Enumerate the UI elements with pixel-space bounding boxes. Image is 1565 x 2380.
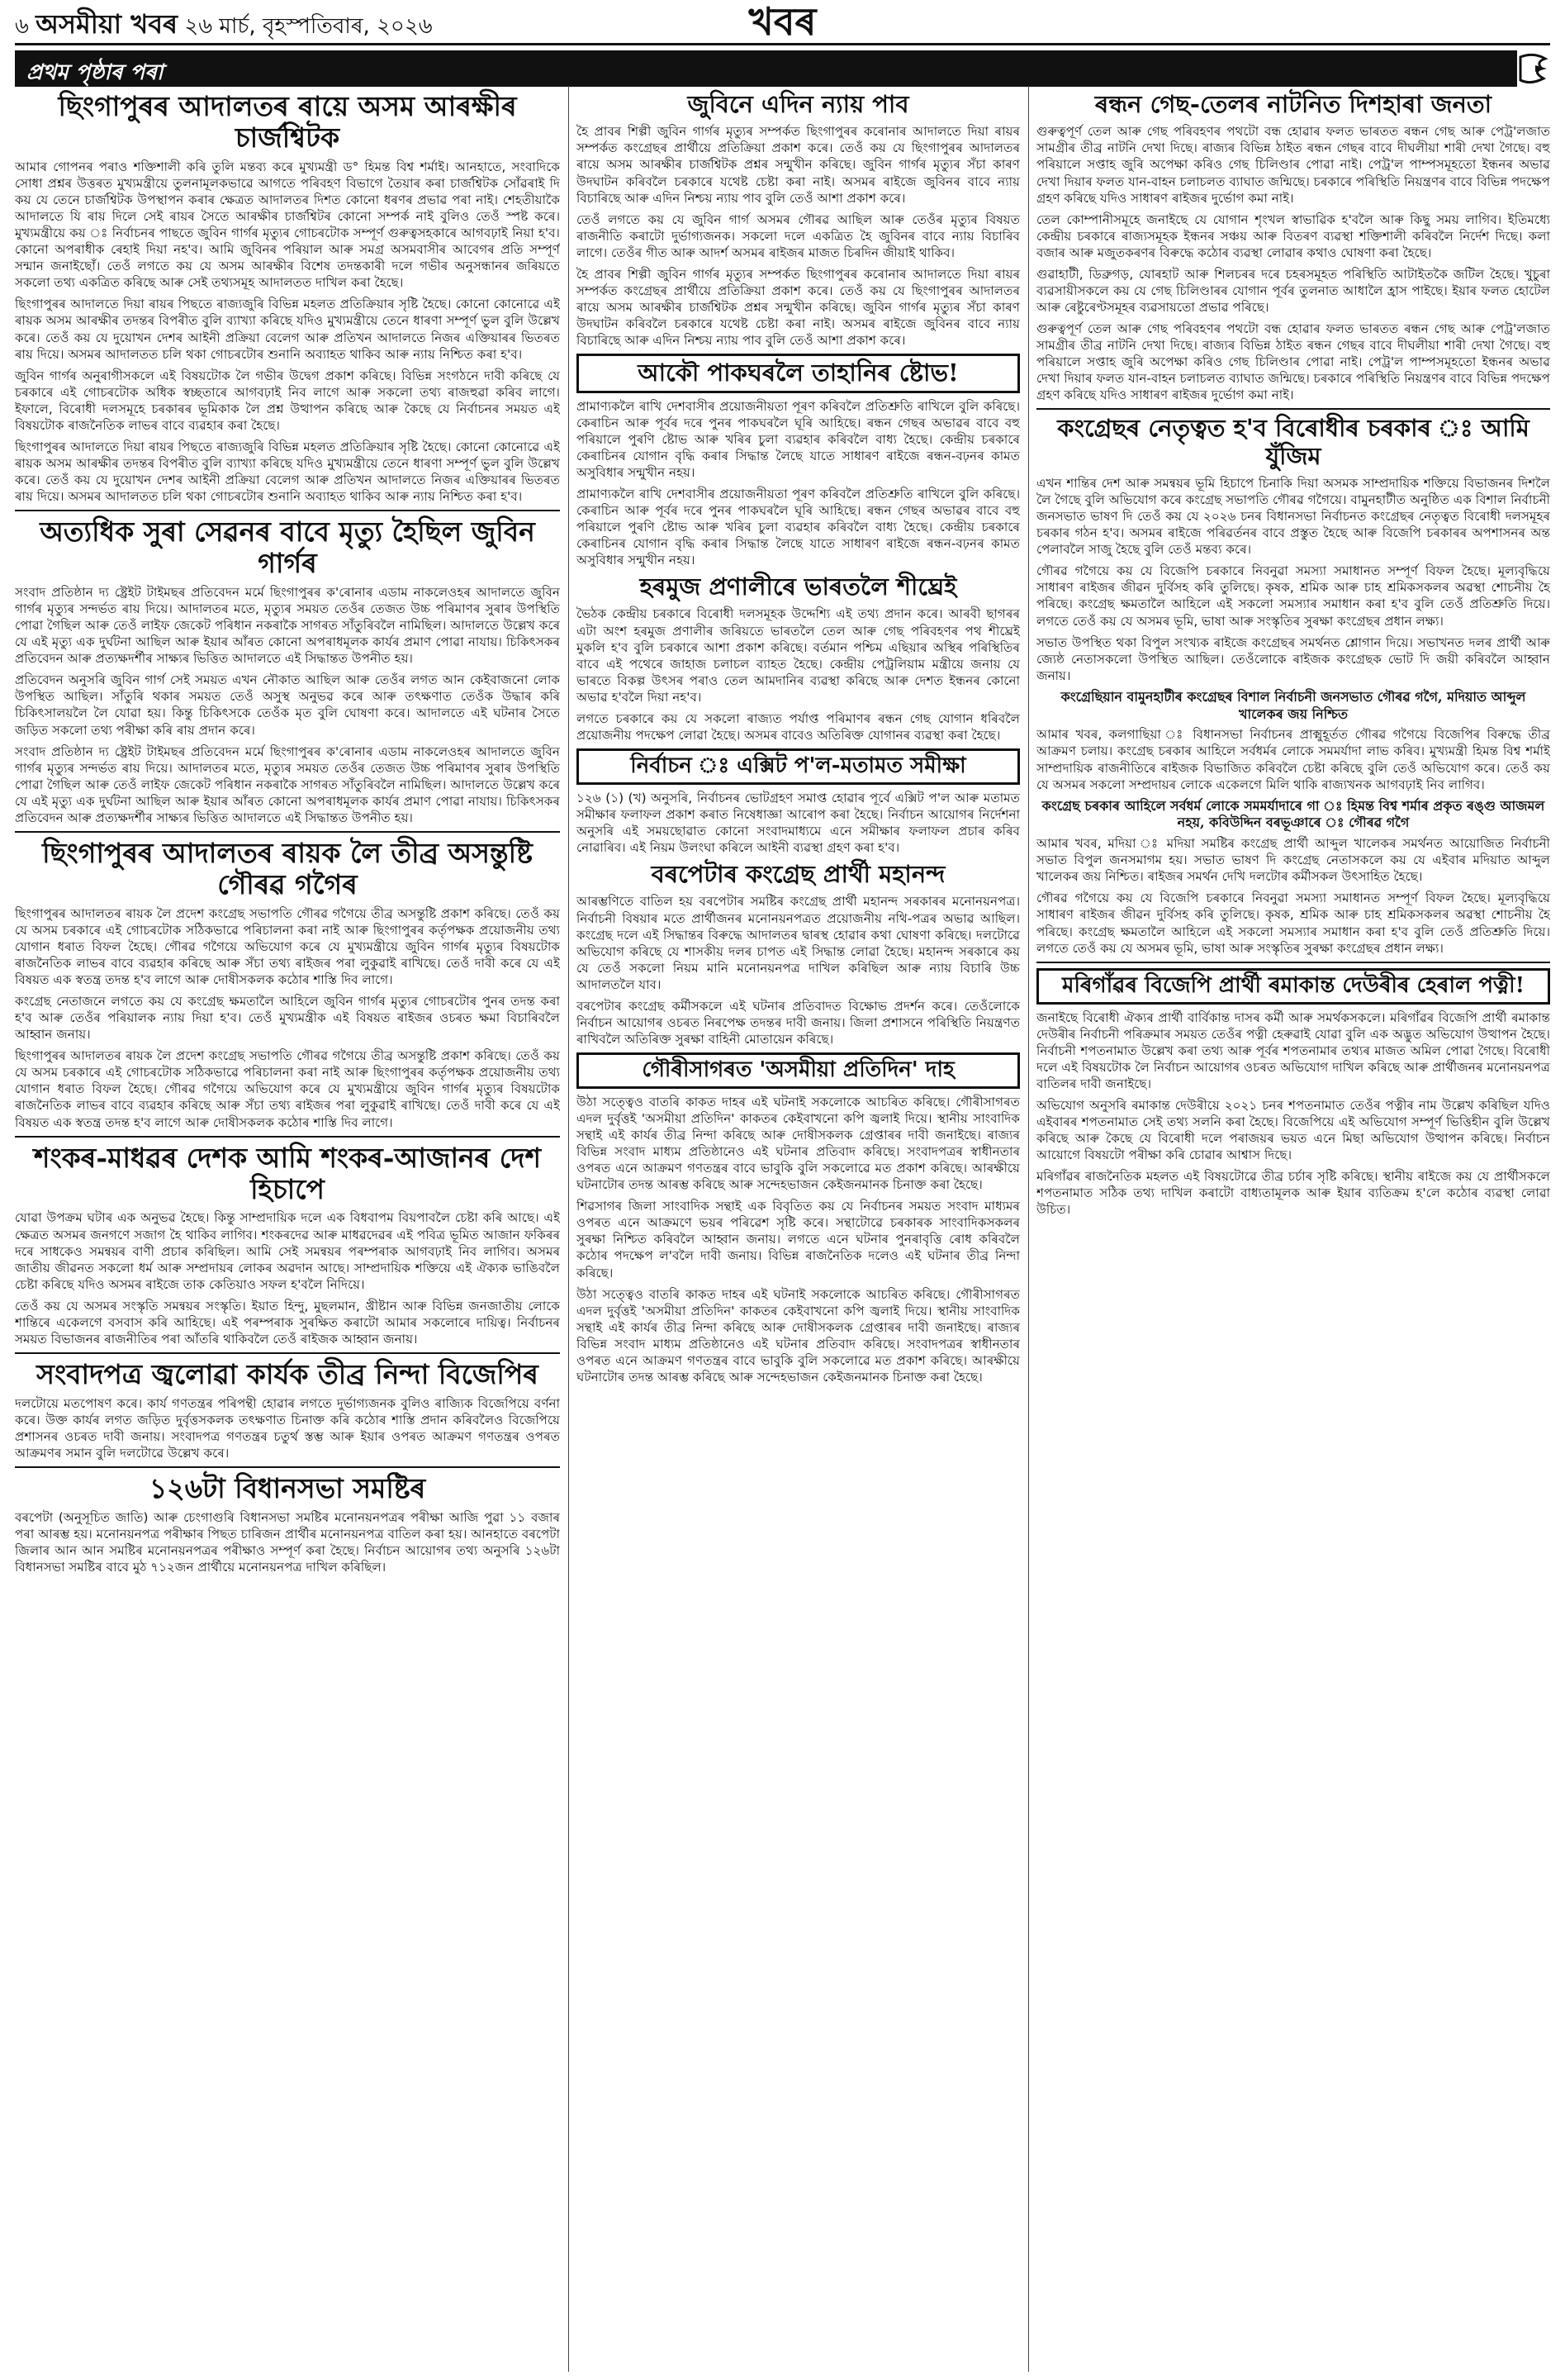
divider	[15, 831, 560, 833]
body-r1-p3: গুৱাহাটী, ডিব্ৰুগড়, যোৰহাট আৰু শিলচৰৰ দৰে চহৰসমূহত পৰিস্থিতি আটাইতকৈ জটিল হৈছে। খুচুৰা ব্যৱসায়ীসকলে কয় যে গেছ চিলিণ্ডাৰৰ যোগান পূৰ্বৰ তুলনাত আধালৈ হ্ৰাস পাইছে। ইয়াৰ ফলত হোটেল আৰু ৰেষ্টুৰেণ্টসমূহৰ ব্যৱসায়তো প্ৰভাৱ পৰিছে।	[1036, 266, 1550, 315]
column-left	[15, 86, 560, 2372]
page-number: ৬	[15, 14, 29, 39]
body-a2-p1b: সংবাদ প্ৰতিষ্ঠান দ্য ষ্ট্ৰেইট টাইমছৰ প্ৰতিবেদন মৰ্মে ছিংগাপুৰৰ ক'ৰোনাৰ এডাম নাকলেওহৰ আদালতে জুবিন গাৰ্গৰ মৃত্যুৰ সন্দৰ্ভত ৰায় দিয়ে। আদালতৰ মতে, মৃত্যুৰ সময়ত তেওঁৰ তেজত উচ্চ পৰিমাণৰ সুৰাৰ উপস্থিতি পোৱা গৈছিল আৰু তেওঁ লাইফ জেকেট পৰিধান নকৰাকৈ সাগৰত সাঁতুৰিবলৈ নামিছিল। আদালতে উল্লেখ কৰে যে এই মৃত্যু এক দুৰ্ঘটনা আছিল আৰু ইয়াৰ আঁৰত কোনো অপৰাধমূলক কাৰ্যৰ প্ৰমাণ পোৱা নাযায়। চিকিৎসকৰ প্ৰতিবেদন আৰু প্ৰত্যক্ষদৰ্শীৰ সাক্ষ্যৰ ভিত্তিত আদালতে এই সিদ্ধান্তত উপনীত হয়।	[15, 743, 560, 825]
body-a2-p2: প্ৰতিবেদন অনুসৰি জুবিন গাৰ্গ সেই সময়ত এখন নৌকাত আছিল আৰু তেওঁৰ লগত আন কেইবাজনো লোক উপস্থিত আছিল। সাঁতুৰি থকাৰ সময়ত তেওঁ অসুস্থ অনুভৱ কৰে আৰু তৎক্ষণাত তেওঁক উদ্ধাৰ কৰি চিকিৎসালয়লৈ লৈ যোৱা হয়। কিন্তু চিকিৎসকে তেওঁক মৃত বুলি ঘোষণা কৰে। আদালতে এই ঘটনাৰ সৈতে জড়িত সকলো তথ্য পৰীক্ষা কৰি ৰায় প্ৰদান কৰে।	[15, 672, 560, 738]
subhead-r2: কংগ্ৰেছিয়ান বামুনহাটীৰ কংগ্ৰেছৰ বিশাল নিৰ্বাচনী জনসভাত গৌৰৱ গগৈ, মদিয়াত আব্দুল খালেকৰ জয় নিশ্চিত	[1060, 688, 1526, 722]
body-a1-p3: জুবিন গাৰ্গৰ অনুৰাগীসকলে এই বিষয়টোক লৈ গভীৰ উদ্বেগ প্ৰকাশ কৰিছে। বিভিন্ন সংগঠনে দাবী কৰিছে যে চৰকাৰে এই গোচৰটোক অধিক স্বচ্ছতাৰে আগবঢ়াই নিব লাগে আৰু সকলো তথ্য ৰাজহুৱা কৰিব লাগে। ইফালে, বিৰোধী দলসমূহে চৰকাৰৰ ভূমিকাক লৈ প্ৰশ্ন উত্থাপন কৰিছে আৰু কৈছে যে নিৰ্বাচনৰ সময়ত এই বিষয়টোক ৰাজনৈতিক লাভৰ বাবে ব্যৱহাৰ কৰা হৈছে।	[15, 368, 560, 433]
body-a5-p1: দলটোয়ে মতপোষণ কৰে। কাৰ্য গণতন্ত্ৰৰ পৰিপন্থী হোৱাৰ লগতে দুৰ্ভাগ্যজনক বুলিও ৰাজ্যিক বিজেপিয়ে বৰ্ণনা কৰে। উক্ত কাৰ্যৰ লগত জড়িত দুৰ্বৃত্তসকলক তৎক্ষণাত চিনাক্ত কৰি কঠোৰ শাস্তি প্ৰদান কৰিবলৈও বিজেপিয়ে প্ৰশাসনৰ ওচৰত দাবী জনায়। সংবাদপত্ৰ গণতন্ত্ৰৰ চতুৰ্থ স্তম্ভ আৰু ইয়াৰ ওপৰত আক্ৰমণ গণতন্ত্ৰৰ ওপৰত আক্ৰমণৰ সমান বুলি দলটোৱে উল্লেখ কৰে।	[15, 1395, 560, 1461]
body-b2-p1: প্ৰামাণ্যকলৈ ৰাখি দেশবাসীৰ প্ৰয়োজনীয়তা পূৰণ কৰিবলৈ প্ৰতিশ্ৰুতি ৰাখিলে বুলি কৰিছে। কেৰাচিন আৰু পূৰ্বৰ দৰে পুনৰ পাকঘৰলৈ ঘূৰি আহিছে। ৰন্ধন গেছৰ অভাৱৰ বাবে বহু পৰিয়ালে পুৰণি ষ্টোভ আৰু খৰিৰ চুলা ব্যৱহাৰ কৰিবলৈ বাধ্য হৈছে। কেন্দ্ৰীয় চৰকাৰে কেৰাচিনৰ যোগান বৃদ্ধি কৰাৰ সিদ্ধান্ত লৈছে যাতে সাধাৰণ ৰাইজে ৰন্ধন-বঢ়নৰ কামত অসুবিধাৰ সন্মুখীন নহয়।	[576, 398, 1020, 480]
divider	[1036, 408, 1550, 410]
body-r2-p3: সভাত উপস্থিত থকা বিপুল সংখ্যক ৰাইজে কংগ্ৰেছৰ সমৰ্থনত শ্লোগান দিয়ে। সভাখনত দলৰ প্ৰাৰ্থী আৰু জ্যেষ্ঠ নেতাসকলো উপস্থিত আছিল। তেওঁলোকে ৰাইজক কংগ্ৰেছক ভোট দি জয়ী কৰিবলৈ আহ্বান জনায়।	[1036, 634, 1550, 683]
body-b6-p1: উঠা সত্ত্বেও বাতৰি কাকত দাহৰ এই ঘটনাই সকলোকে আচৰিত কৰিছে। গৌৰীসাগৰত এদল দুৰ্বৃত্তই 'অসমীয়া প্ৰতিদিন' কাকতৰ কেইবাখনো কপি জ্বলাই দিয়ে। স্থানীয় সাংবাদিক সন্থাই এই কাৰ্যৰ তীব্ৰ নিন্দা কৰিছে আৰু দোষীসকলক গ্ৰেপ্তাৰৰ দাবী জনাইছে। ৰাজ্যৰ বিভিন্ন সংবাদ মাধ্যম প্ৰতিষ্ঠানেও এই ঘটনাৰ প্ৰতিবাদ কৰিছে। সংবাদপত্ৰৰ স্বাধীনতাৰ ওপৰত এনে আক্ৰমণ গণতন্ত্ৰৰ বাবে ভাবুকি বুলি সকলোৱে মত প্ৰকাশ কৰিছে। আৰক্ষীয়ে ঘটনাটোৰ তদন্ত আৰম্ভ কৰিছে আৰু সন্দেহভাজন কেইজনমানক চিনাক্ত কৰা হৈছে।	[576, 1094, 1020, 1193]
body-a3-p1b: ছিংগাপুৰৰ আদালতৰ ৰায়ক লৈ প্ৰদেশ কংগ্ৰেছ সভাপতি গৌৰৱ গগৈয়ে তীব্ৰ অসন্তুষ্টি প্ৰকাশ কৰিছে। তেওঁ কয় যে অসম চৰকাৰে এই গোচৰটোক সঠিকভাৱে পৰিচালনা কৰা নাই আৰু ছিংগাপুৰৰ কৰ্তৃপক্ষক প্ৰয়োজনীয় তথ্য যোগান ধৰাত বিফল হৈছে। গৌৰৱ গগৈয়ে অভিযোগ কৰে যে মুখ্যমন্ত্ৰীয়ে জুবিন গাৰ্গৰ মৃত্যুৰ বিষয়টোক ৰাজনৈতিক লাভৰ বাবে ব্যৱহাৰ কৰিছে আৰু সঁচা তথ্য ৰাইজৰ পৰা লুকুৱাই ৰাখিছে। তেওঁ দাবী কৰে যে এই বিষয়ত এক স্বতন্ত্ৰ তদন্ত হ'ব লাগে আৰু দোষীসকলক কঠোৰ শাস্তি দিব লাগে।	[15, 1048, 560, 1130]
body-r1-p1b: গুৰুত্বপূৰ্ণ তেল আৰু গেছ পৰিবহণৰ পথটো বন্ধ হোৱাৰ ফলত ভাৰতত ৰন্ধন গেছ আৰু পেট্ৰ'লজাত সামগ্ৰীৰ তীব্ৰ নাটনি দেখা দিছে। ৰাজ্যৰ বিভিন্ন ঠাইত ৰন্ধন গেছৰ বাবে দীঘলীয়া শাৰী দেখা গৈছে। বহু পৰিয়ালে সপ্তাহ জুৰি অপেক্ষা কৰিও গেছ চিলিণ্ডাৰ পোৱা নাই। পেট্ৰ'ল পাম্পসমূহতো ইন্ধনৰ অভাৱ দেখা দিয়াৰ ফলত যান-বাহন চলাচলত ব্যাঘাত জন্মিছে। চৰকাৰে পৰিস্থিতি নিয়ন্ত্ৰণৰ বাবে বিভিন্ন পদক্ষেপ গ্ৰহণ কৰিছে যদিও সাধাৰণ ৰাইজৰ দুৰ্ভোগ কমা নাই।	[1036, 321, 1550, 403]
headline-b1: জুবিনে এদিন ন্যায় পাব	[687, 90, 909, 118]
divider	[15, 1352, 560, 1354]
body-a6-p1: বৰপেটা (অনুসূচিত জাতি) আৰু চেংগাগুৰি বিধানসভা সমষ্টিৰ মনোনয়নপত্ৰৰ পৰীক্ষা আজি পুৱা ১১ বজাৰ পৰা আৰম্ভ হয়। মনোনয়নপত্ৰ পৰীক্ষাৰ পিছত চাৰিজন প্ৰাৰ্থীৰ মনোনয়নপত্ৰ বাতিল কৰা হয়। আনহাতে বৰপেটা জিলাৰ আন আন সমষ্টিৰ মনোনয়নপত্ৰৰ পৰীক্ষাও সম্পূৰ্ণ কৰা হৈছে। নিৰ্বাচন আয়োগৰ তথ্য অনুসৰি ১২৬টা বিধানসভা সমষ্টিৰ বাবে মুঠ ৭১২জন প্ৰাৰ্থীয়ে মনোনয়নপত্ৰ দাখিল কৰিছিল।	[15, 1510, 560, 1575]
headline-a1: ছিংগাপুৰৰ আদালতৰ ৰায়ে অসম আৰক্ষীৰ চাৰ্জশ্বিটক	[58, 90, 517, 154]
body-b1-p1: হৈ প্ৰাবৰ শিল্পী জুবিন গাৰ্গৰ মৃত্যুৰ সম্পৰ্কত ছিংগাপুৰৰ কৰোনাৰ আদালতে দিয়া ৰায়ৰ সম্পৰ্কত কংগ্ৰেছৰ প্ৰাৰ্থীয়ে প্ৰতিক্ৰিয়া প্ৰকাশ কৰে। তেওঁ কয় যে ছিংগাপুৰৰ আদালতৰ ৰায়ে অসম আৰক্ষীৰ চাৰ্জশ্বিটক প্ৰশ্নৰ সন্মুখীন কৰিছে। জুবিন গাৰ্গৰ মৃত্যুৰ সঁচা কাৰণ উদঘাটন কৰিবলৈ চৰকাৰে যথেষ্ট চেষ্টা কৰা নাই। অসমৰ ৰাইজে জুবিনৰ বাবে ন্যায় বিচাৰিছে আৰু এদিন নিশ্চয় ন্যায় পাব বুলি তেওঁ আশা প্ৰকাশ কৰে।	[576, 124, 1020, 206]
divider	[15, 1466, 560, 1468]
section-bar-label-wrap	[15, 50, 1517, 87]
body-a3-p1: ছিংগাপুৰৰ আদালতৰ ৰায়ক লৈ প্ৰদেশ কংগ্ৰেছ সভাপতি গৌৰৱ গগৈয়ে তীব্ৰ অসন্তুষ্টি প্ৰকাশ কৰিছে। তেওঁ কয় যে অসম চৰকাৰে এই গোচৰটোক সঠিকভাৱে পৰিচালনা কৰা নাই আৰু ছিংগাপুৰৰ কৰ্তৃপক্ষক প্ৰয়োজনীয় তথ্য যোগান ধৰাত বিফল হৈছে। গৌৰৱ গগৈয়ে অভিযোগ কৰে যে মুখ্যমন্ত্ৰীয়ে জুবিন গাৰ্গৰ মৃত্যুৰ বিষয়টোক ৰাজনৈতিক লাভৰ বাবে ব্যৱহাৰ কৰিছে আৰু সঁচা তথ্য ৰাইজৰ পৰা লুকুৱাই ৰাখিছে। তেওঁ দাবী কৰে যে এই বিষয়ত এক স্বতন্ত্ৰ তদন্ত হ'ব লাগে আৰু দোষীসকলক কঠোৰ শাস্তি দিব লাগে।	[15, 905, 560, 987]
article-columns	[15, 86, 1550, 2372]
body-r2-p4: আমাৰ খবৰ, কলগাছিয়া ঃ বিধানসভা নিৰ্বাচনৰ প্ৰাক্মুহূৰ্তত গৌৰৱ গগৈয়ে বিজেপিৰ বিৰুদ্ধে তীব্ৰ আক্ৰমণ চলায়। কংগ্ৰেছ চৰকাৰ আহিলে সৰ্বধৰ্মৰ লোকে সমমৰ্যাদা লাভ কৰিব। মুখ্যমন্ত্ৰী হিমন্ত বিশ্ব শৰ্মাই সাম্প্ৰদায়িক ৰাজনীতিৰে ৰাইজক বিভাজিত কৰিবলৈ চেষ্টা কৰিছে বুলি তেওঁ অভিযোগ কৰে। তেওঁ কয় যে অসমৰ সকলো সম্প্ৰদায়ৰ লোকে একেলগে মিলি থাকি ৰাজ্যখনক আগবঢ়াই নিব লাগিব।	[1036, 727, 1550, 792]
body-b5-p1: আৰম্ভণিতে বাতিল হয় বৰপেটাৰ সমষ্টিৰ কংগ্ৰেছ প্ৰাৰ্থী মহানন্দ সৰকাৰৰ মনোনয়নপত্ৰ। নিৰ্বাচনী বিষয়াৰ মতে প্ৰাৰ্থীজনৰ মনোনয়নপত্ৰত প্ৰয়োজনীয় নথি-পত্ৰৰ অভাৱ আছিল। কংগ্ৰেছ দলে এই সিদ্ধান্তৰ বিৰুদ্ধে আদালতৰ দ্বাৰস্থ হোৱাৰ কথা ঘোষণা কৰিছে। দলটোৱে অভিযোগ কৰিছে যে শাসকীয় দলৰ চাপত এই সিদ্ধান্ত লোৱা হৈছে। মহানন্দ সৰকাৰে কয় যে তেওঁ সকলো নিয়ম মানি মনোনয়নপত্ৰ দাখিল কৰিছিল আৰু ন্যায় বিচাৰি উচ্চ আদালতলৈ যাব।	[576, 894, 1020, 992]
issue-date: ২৬ মাৰ্চ, বৃহস্পতিবাৰ, ২০২৬	[184, 14, 433, 39]
body-a3-p2: কংগ্ৰেছ নেতাজনে লগতে কয় যে কংগ্ৰেছ ক্ষমতালৈ আহিলে জুবিন গাৰ্গৰ মৃত্যুৰ গোচৰটোৰ পুনৰ তদন্ত কৰা হ'ব আৰু তেওঁৰ পৰিয়ালক ন্যায় দিয়া হ'ব। তেওঁ মুখ্যমন্ত্ৰীক এই বিষয়ত ৰাইজৰ ওচৰত ক্ষমা বিচাৰিবলৈ আহ্বান জনায়।	[15, 994, 560, 1043]
headline-a5: সংবাদপত্ৰ জ্বলোৱা কাৰ্যক তীব্ৰ নিন্দা বিজেপিৰ	[36, 1357, 538, 1390]
column-separator	[1028, 86, 1029, 2372]
body-b3-p1: ভৈঠক কেন্দ্ৰীয় চৰকাৰে বিৰোধী দলসমূহক উদ্দেশ্যি এই তথ্য প্ৰদান কৰে। আৰবী ছাগৰৰ এটা অংশ হৰমুজ প্ৰণালীৰ জৰিয়তে ভাৰতলৈ তেল আৰু গেছ পৰিবহণৰ পথ শীঘ্ৰেই মুকলি হ'ব বুলি চৰকাৰে আশা প্ৰকাশ কৰিছে। বৰ্তমান পশ্চিম এছিয়াৰ অস্থিৰ পৰিস্থিতিৰ বাবে এই পথেৰে জাহাজ চলাচল ব্যাহত হৈছে। কেন্দ্ৰীয় পেট্ৰলিয়াম মন্ত্ৰীয়ে জনায় যে ভাৰতে বিকল্প উৎসৰ পৰাও তেল আমদানিৰ ব্যৱস্থা কৰিছে আৰু দেশত ইন্ধনৰ কোনো অভাৱ হ'বলৈ দিয়া নহ'ব।	[576, 606, 1020, 705]
headline-b6: গৌৰীসাগৰত 'অসমীয়া প্ৰতিদিন' দাহ	[576, 1052, 1020, 1089]
body-a4-p1: যোৱা উপক্ৰম ঘটাৰ এক অনুভৱ হৈছে। কিন্তু সাম্প্ৰদায়িক দলে এক বিধবাপম বিয়পাবলৈ চেষ্টা কৰি আছে। এই ক্ষেত্ৰত অসমৰ জনগণে সজাগ হৈ থাকিব লাগিব। শংকৰদেৱ আৰু মাধৱদেৱৰ এই পবিত্ৰ ভূমিত আজান ফকিৰৰ দৰে সাধকেও সমন্বয়ৰ বাণী প্ৰচাৰ কৰিছিল। আমি সেই সমন্বয়ৰ পৰম্পৰাক আগবঢ়াই নিব লাগিব। অসমৰ জাতীয় জীৱনত সকলো ধৰ্ম আৰু সম্প্ৰদায়ৰ লোকৰ অৱদান আছে। সাম্প্ৰদায়িক শক্তিয়ে এই ঐক্যক ভাঙিবলৈ চেষ্টা কৰিছে যদিও অসমৰ ৰাইজে তাক কেতিয়াও সফল হ'বলৈ নিদিয়ে।	[15, 1210, 560, 1292]
body-r3-p3: মৰিগাঁৱৰ ৰাজনৈতিক মহলত এই বিষয়টোৱে তীব্ৰ চৰ্চাৰ সৃষ্টি কৰিছে। স্থানীয় ৰাইজে কয় যে প্ৰাৰ্থীসকলে শপতনামাত সঠিক তথ্য দাখিল কৰাটো বাধ্যতামূলক আৰু ইয়াৰ ব্যতিক্ৰম হ'লে কঠোৰ ব্যৱস্থা লোৱা উচিত।	[1036, 1169, 1550, 1218]
page-turn-arrow-icon	[1517, 50, 1550, 87]
headline-b2: আকৌ পাকঘৰলৈ তাহানিৰ ষ্টোভ!	[576, 354, 1020, 392]
body-b4-p1: ১২৬ (১) (খ) অনুসৰি, নিৰ্বাচনৰ ভোটগ্ৰহণ সমাপ্ত হোৱাৰ পূৰ্বে এক্সিট প'ল আৰু মতামত সমীক্ষাৰ ফলাফল প্ৰকাশ কৰাত নিষেধাজ্ঞা আৰোপ কৰা হৈছে। নিৰ্বাচন আয়োগৰ নিৰ্দেশনা অনুসৰি এই সময়ছোৱাত কোনো সংবাদমাধ্যমে এনে সমীক্ষাৰ ফলাফল প্ৰচাৰ কৰিব নোৱাৰিব। এই নিয়ম উলংঘা কৰিলে আইনী ব্যৱস্থা গ্ৰহণ কৰা হ'ব।	[576, 790, 1020, 856]
body-r1-p1: গুৰুত্বপূৰ্ণ তেল আৰু গেছ পৰিবহণৰ পথটো বন্ধ হোৱাৰ ফলত ভাৰতত ৰন্ধন গেছ আৰু পেট্ৰ'লজাত সামগ্ৰীৰ তীব্ৰ নাটনি দেখা দিছে। ৰাজ্যৰ বিভিন্ন ঠাইত ৰন্ধন গেছৰ বাবে দীঘলীয়া শাৰী দেখা গৈছে। বহু পৰিয়ালে সপ্তাহ জুৰি অপেক্ষা কৰিও গেছ চিলিণ্ডাৰ পোৱা নাই। পেট্ৰ'ল পাম্পসমূহতো ইন্ধনৰ অভাৱ দেখা দিয়াৰ ফলত যান-বাহন চলাচলত ব্যাঘাত জন্মিছে। চৰকাৰে পৰিস্থিতি নিয়ন্ত্ৰণৰ বাবে বিভিন্ন পদক্ষেপ গ্ৰহণ কৰিছে যদিও সাধাৰণ ৰাইজৰ দুৰ্ভোগ কমা নাই।	[1036, 124, 1550, 206]
body-b2-p1b: প্ৰামাণ্যকলৈ ৰাখি দেশবাসীৰ প্ৰয়োজনীয়তা পূৰণ কৰিবলৈ প্ৰতিশ্ৰুতি ৰাখিলে বুলি কৰিছে। কেৰাচিন আৰু পূৰ্বৰ দৰে পুনৰ পাকঘৰলৈ ঘূৰি আহিছে। ৰন্ধন গেছৰ অভাৱৰ বাবে বহু পৰিয়ালে পুৰণি ষ্টোভ আৰু খৰিৰ চুলা ব্যৱহাৰ কৰিবলৈ বাধ্য হৈছে। কেন্দ্ৰীয় চৰকাৰে কেৰাচিনৰ যোগান বৃদ্ধি কৰাৰ সিদ্ধান্ত লৈছে যাতে সাধাৰণ ৰাইজে ৰন্ধন-বঢ়নৰ কামত অসুবিধাৰ সন্মুখীন নহয়।	[576, 486, 1020, 568]
masthead	[15, 0, 1550, 45]
body-a1-p2b: ছিংগাপুৰৰ আদালতে দিয়া ৰায়ৰ পিছতে ৰাজ্যজুৰি বিভিন্ন মহলত প্ৰতিক্ৰিয়াৰ সৃষ্টি হৈছে। কোনো কোনোৱে এই ৰায়ক অসম আৰক্ষীৰ তদন্তৰ বিপৰীত বুলি ব্যাখ্যা কৰিছে যদিও মুখ্যমন্ত্ৰীয়ে তেনে ধাৰণা সম্পূৰ্ণ ভুল বুলি উল্লেখ কৰে। তেওঁ কয় যে দুয়োখন দেশৰ আইনী প্ৰক্ৰিয়া বেলেগ আৰু প্ৰতিখন আদালতে নিজৰ এক্তিয়াৰৰ ভিতৰত ৰায় দিয়ে। অসমৰ আদালতত চলি থকা গোচৰটোৰ শুনানি অব্যাহত থাকিব আৰু ন্যায় নিশ্চিত কৰা হ'ব।	[15, 439, 560, 505]
body-r2-p2: গৌৰৱ গগৈয়ে কয় যে বিজেপি চৰকাৰে নিবনুৱা সমস্যা সমাধানত সম্পূৰ্ণ বিফল হৈছে। মূল্যবৃদ্ধিয়ে সাধাৰণ ৰাইজৰ জীৱন দুৰ্বিসহ কৰি তুলিছে। কৃষক, শ্ৰমিক আৰু চাহ শ্ৰমিকসকলৰ অৱস্থা শোচনীয় হৈ পৰিছে। কংগ্ৰেছ ক্ষমতালৈ আহিলে এই সকলো সমস্যাৰ সমাধান কৰা হ'ব বুলি তেওঁ প্ৰতিশ্ৰুতি দিয়ে। লগতে তেওঁ কয় যে অসমৰ ভূমি, ভাষা আৰু সংস্কৃতিৰ সুৰক্ষা কংগ্ৰেছৰ প্ৰধান লক্ষ্য।	[1036, 563, 1550, 629]
subhead-r2-2: কংগ্ৰেছ চৰকাৰ আহিলে সৰ্বধৰ্ম লোকে সমমৰ্যাদাৰে গা ঃ হিমন্ত বিশ্ব শৰ্মাৰ প্ৰকৃত ৰঙ্গু আজমল নহয়, কবিউদ্দিন বৰভূঞাৰে ঃ গৌৰৱ গগৈ	[1041, 797, 1545, 831]
body-b1-p2: তেওঁ লগতে কয় যে জুবিন গাৰ্গ অসমৰ গৌৰৱ আছিল আৰু তেওঁৰ মৃত্যুৰ বিষয়ত ৰাজনীতি কৰাটো দুৰ্ভাগ্যজনক। সকলো দলে একত্ৰিত হৈ জুবিনৰ বাবে ন্যায় বিচাৰিব লাগে। তেওঁৰ গীত আৰু আদৰ্শ অসমৰ ৰাইজৰ মাজত চিৰদিন জীয়াই থাকিব।	[576, 211, 1020, 260]
divider	[15, 510, 560, 511]
body-r1-p2: তেল কোম্পানীসমূহে জনাইছে যে যোগান শৃংখল স্বাভাৱিক হ'বলৈ আৰু কিছু সময় লাগিব। ইতিমধ্যে কেন্দ্ৰীয় চৰকাৰে ৰাজ্যসমূহক ইন্ধনৰ সঞ্চয় আৰু বিতৰণ ব্যৱস্থা শক্তিশালী কৰিবলৈ নিৰ্দেশ দিছে। কলা বজাৰ আৰু মজুতকৰণৰ বিৰুদ্ধে কঠোৰ ব্যৱস্থা লোৱাৰ কথাও ঘোষণা কৰা হৈছে।	[1036, 211, 1550, 260]
headline-r3: মৰিগাঁৱৰ বিজেপি প্ৰাৰ্থী ৰমাকান্ত দেউৰীৰ হেৰাল পত্নী!	[1036, 968, 1550, 1005]
body-b1-p1b: হৈ প্ৰাবৰ শিল্পী জুবিন গাৰ্গৰ মৃত্যুৰ সম্পৰ্কত ছিংগাপুৰৰ কৰোনাৰ আদালতে দিয়া ৰায়ৰ সম্পৰ্কত কংগ্ৰেছৰ প্ৰাৰ্থীয়ে প্ৰতিক্ৰিয়া প্ৰকাশ কৰে। তেওঁ কয় যে ছিংগাপুৰৰ আদালতৰ ৰায়ে অসম আৰক্ষীৰ চাৰ্জশ্বিটক প্ৰশ্নৰ সন্মুখীন কৰিছে। জুবিন গাৰ্গৰ মৃত্যুৰ সঁচা কাৰণ উদঘাটন কৰিবলৈ চৰকাৰে যথেষ্ট চেষ্টা কৰা নাই। অসমৰ ৰাইজে জুবিনৰ বাবে ন্যায় বিচাৰিছে আৰু এদিন নিশ্চয় ন্যায় পাব বুলি তেওঁ আশা প্ৰকাশ কৰে।	[576, 266, 1020, 349]
body-a1-p1: আমাৰ গোপনৰ পৰাও শক্তিশালী কৰি তুলি মন্তব্য কৰে মুখ্যমন্ত্ৰী ড° হিমন্ত বিশ্ব শৰ্মাই। আনহাতে, সংবাদিকে সোধা প্ৰশ্নৰ উত্তৰত মুখ্যমন্ত্ৰীয়ে তুলনামূলকভাৱে আগতে পৰিবহণ বিভাগে তৈয়াৰ কৰা চাৰ্জশ্বিটক সোঁৱৰাই দি কয় যে তেনে চাৰ্জশ্বিটক উপস্থাপন কৰাৰ ক্ষেত্ৰত আদালতৰ দিশত কোনো ধৰণৰ প্ৰভাৱ পৰা নাই। শেহতীয়াকৈ আদালতে যি ৰায় দিলে সেই ৰায়ৰ সৈতে আৰক্ষীৰ চাৰ্জশ্বিটৰ কোনো সম্পৰ্ক নাই বুলিও তেওঁ স্পষ্ট কৰে। মুখ্যমন্ত্ৰীয়ে কয় ঃ নিৰ্বাচনৰ পাছতে জুবিন গাৰ্গৰ মৃত্যুৰ গোচৰটোক সম্পূৰ্ণ গুৰুত্বসহকাৰে আগবঢ়াই নিয়া হ'ব। কোনো অপৰাধীক ৰেহাই দিয়া নহ'ব। আমি জুবিনৰ পৰিয়াল আৰু সমগ্ৰ অসমবাসীৰ আবেগৰ প্ৰতি সম্পূৰ্ণ সন্মান জনাইছোঁ। তেওঁ লগতে কয় যে অসম আৰক্ষীৰ বিশেষ তদন্তকাৰী দলে গভীৰ অনুসন্ধানৰ জৰিয়তে সকলো তথ্য একত্ৰিত কৰিছে আৰু সেই তথ্যসমূহ আদালতত দাখিল কৰা হৈছে।	[15, 159, 560, 291]
body-b6-p2: শিৱসাগৰ জিলা সাংবাদিক সন্থাই এক বিবৃতিত কয় যে নিৰ্বাচনৰ সময়ত সংবাদ মাধ্যমৰ ওপৰত এনে আক্ৰমণে ভয়ৰ পৰিৱেশ সৃষ্টি কৰে। সন্থাটোৱে চৰকাৰক সাংবাদিকসকলৰ সুৰক্ষা নিশ্চিত কৰিবলৈ আহ্বান জনায়। লগতে এনে ঘটনাৰ পুনৰাবৃত্তি ৰোধ কৰিবলৈ কঠোৰ পদক্ষেপ ল'বলৈ দাবী জনায়। বিভিন্ন ৰাজনৈতিক দলেও এই ঘটনাৰ তীব্ৰ নিন্দা কৰিছে।	[576, 1199, 1020, 1280]
headline-r1: ৰন্ধন গেছ-তেলৰ নাটনিত দিশহাৰা জনতা	[1094, 90, 1492, 118]
headline-a3: ছিংগাপুৰৰ আদালতৰ ৰায়ক লৈ তীব্ৰ অসন্তুষ্টি গৌৰৱ গগৈৰ	[42, 836, 533, 900]
headline-a2: অত্যধিক সুৰা সেৱনৰ বাবে মৃত্যু হৈছিল জুবিন গাৰ্গৰ	[40, 515, 535, 580]
body-a4-p2: তেওঁ কয় যে অসমৰ সংস্কৃতি সমন্বয়ৰ সংস্কৃতি। ইয়াত হিন্দু, মুছলমান, খ্ৰীষ্টান আৰু বিভিন্ন জনজাতীয় লোকে শান্তিৰে একেলগে বসবাস কৰি আহিছে। এই পৰম্পৰাক সুৰক্ষিত কৰাটো আমাৰ সকলোৰে দায়িত্ব। নিৰ্বাচনৰ সময়ত বিভাজনৰ ৰাজনীতিৰ পৰা আঁতৰি থাকিবলৈ তেওঁ ৰাইজক আহ্বান জনায়।	[15, 1298, 560, 1347]
body-r2-p2b: গৌৰৱ গগৈয়ে কয় যে বিজেপি চৰকাৰে নিবনুৱা সমস্যা সমাধানত সম্পূৰ্ণ বিফল হৈছে। মূল্যবৃদ্ধিয়ে সাধাৰণ ৰাইজৰ জীৱন দুৰ্বিসহ কৰি তুলিছে। কৃষক, শ্ৰমিক আৰু চাহ শ্ৰমিকসকলৰ অৱস্থা শোচনীয় হৈ পৰিছে। কংগ্ৰেছ ক্ষমতালৈ আহিলে এই সকলো সমস্যাৰ সমাধান কৰা হ'ব বুলি তেওঁ প্ৰতিশ্ৰুতি দিয়ে। লগতে তেওঁ কয় যে অসমৰ ভূমি, ভাষা আৰু সংস্কৃতিৰ সুৰক্ষা কংগ্ৰেছৰ প্ৰধান লক্ষ্য।	[1036, 891, 1550, 956]
section-bar-label: প্ৰথম পৃষ্ঠাৰ পৰা	[26, 60, 164, 85]
divider	[1036, 962, 1550, 963]
body-r3-p1: জনাইছে বিৰোধী ঐক্যৰ প্ৰাৰ্থী বাৰ্বিকান্ত দাসৰ কৰ্মী আৰু সমৰ্থকসকলে। মৰিগাঁৱৰ বিজেপি প্ৰাৰ্থী ৰমাকান্ত দেউৰীৰ নিৰ্বাচনী পৰিক্ৰমাৰ সময়ত তেওঁৰ পত্নী হেৰুৱাই যোৱা বুলি এক অদ্ভুত অভিযোগ উত্থাপন হৈছে। নিৰ্বাচনী শপতনামাত উল্লেখ কৰা তথ্য আৰু পূৰ্বৰ শপতনামাৰ তথ্যৰ মাজত অমিল পোৱা গৈছে। বিৰোধী দলে এই বিষয়টোক লৈ নিৰ্বাচন আয়োগৰ ওচৰত অভিযোগ দাখিল কৰিছে আৰু প্ৰাৰ্থীজনৰ মনোনয়নপত্ৰ বাতিলৰ দাবী জনাইছে।	[1036, 1009, 1550, 1091]
headline-b3: হৰমুজ প্ৰণালীৰে ভাৰতলৈ শীঘ্ৰেই	[639, 572, 957, 601]
body-a2-p1: সংবাদ প্ৰতিষ্ঠান দ্য ষ্ট্ৰেইট টাইমছৰ প্ৰতিবেদন মৰ্মে ছিংগাপুৰৰ ক'ৰোনাৰ এডাম নাকলেওহৰ আদালতে জুবিন গাৰ্গৰ মৃত্যুৰ সন্দৰ্ভত ৰায় দিয়ে। আদালতৰ মতে, মৃত্যুৰ সময়ত তেওঁৰ তেজত উচ্চ পৰিমাণৰ সুৰাৰ উপস্থিতি পোৱা গৈছিল আৰু তেওঁ লাইফ জেকেট পৰিধান নকৰাকৈ সাগৰত সাঁতুৰিবলৈ নামিছিল। আদালতে উল্লেখ কৰে যে এই মৃত্যু এক দুৰ্ঘটনা আছিল আৰু ইয়াৰ আঁৰত কোনো অপৰাধমূলক কাৰ্যৰ প্ৰমাণ পোৱা নাযায়। চিকিৎসকৰ প্ৰতিবেদন আৰু প্ৰত্যক্ষদৰ্শীৰ সাক্ষ্যৰ ভিত্তিত আদালতে এই সিদ্ধান্তত উপনীত হয়।	[15, 585, 560, 667]
body-r2-p1: এখন শান্তিৰ দেশ আৰু সমন্বয়ৰ ভূমি হিচাপে চিনাকি দিয়া অসমক সাম্প্ৰদায়িক শক্তিয়ে বিভাজনৰ দিশলৈ লৈ গৈছে বুলি অভিযোগ কৰে কংগ্ৰেছ সভাপতি গৌৰৱ গগৈয়ে। বামুনহাটীত অনুষ্ঠিত এক বিশাল নিৰ্বাচনী জনসভাত ভাষণ দি তেওঁ কয় যে ২০২৬ চনৰ বিধানসভা নিৰ্বাচনত কংগ্ৰেছৰ নেতৃত্বত বিৰোধী দলসমূহৰ চৰকাৰ গঠন হ'ব। অসমৰ ৰাইজে পৰিৱৰ্তনৰ বাবে প্ৰস্তুত হৈছে আৰু বিজেপি চৰকাৰৰ অপশাসনৰ অন্ত পেলাবলৈ সাজু হৈছে বুলি তেওঁ মন্তব্য কৰে।	[1036, 476, 1550, 558]
column-right	[1036, 86, 1550, 2372]
column-separator	[568, 86, 569, 2372]
headline-a4: শংকৰ-মাধৱৰ দেশক আমি শংকৰ-আজানৰ দেশ হিচাপে	[33, 1141, 542, 1205]
section-bar	[15, 50, 1550, 87]
section-title: খবৰ	[748, 0, 817, 44]
body-b6-p1b: উঠা সত্ত্বেও বাতৰি কাকত দাহৰ এই ঘটনাই সকলোকে আচৰিত কৰিছে। গৌৰীসাগৰত এদল দুৰ্বৃত্তই 'অসমীয়া প্ৰতিদিন' কাকতৰ কেইবাখনো কপি জ্বলাই দিয়ে। স্থানীয় সাংবাদিক সন্থাই এই কাৰ্যৰ তীব্ৰ নিন্দা কৰিছে আৰু দোষীসকলক গ্ৰেপ্তাৰৰ দাবী জনাইছে। ৰাজ্যৰ বিভিন্ন সংবাদ মাধ্যম প্ৰতিষ্ঠানেও এই ঘটনাৰ প্ৰতিবাদ কৰিছে। সংবাদপত্ৰৰ স্বাধীনতাৰ ওপৰত এনে আক্ৰমণ গণতন্ত্ৰৰ বাবে ভাবুকি বুলি সকলোৱে মত প্ৰকাশ কৰিছে। আৰক্ষীয়ে ঘটনাটোৰ তদন্ত আৰম্ভ কৰিছে আৰু সন্দেহভাজন কেইজনমানক চিনাক্ত কৰা হৈছে।	[576, 1286, 1020, 1385]
body-r2-p5: আমাৰ খবৰ, মদিয়া ঃ মদিয়া সমষ্টিৰ কংগ্ৰেছ প্ৰাৰ্থী আব্দুল খালেকৰ সমৰ্থনত আয়োজিত নিৰ্বাচনী সভাত বিপুল জনসমাগম হয়। সভাত ভাষণ দি কংগ্ৰেছ নেতাসকলে কয় যে এইবাৰ মদিয়াত আব্দুল খালেকৰ জয় নিশ্চিত। ৰাইজৰ সমৰ্থন দেখি দলটোৰ কৰ্মীসকল উৎসাহিত হৈছে।	[1036, 836, 1550, 885]
column-middle	[576, 86, 1020, 2372]
body-a1-p2: ছিংগাপুৰৰ আদালতে দিয়া ৰায়ৰ পিছতে ৰাজ্যজুৰি বিভিন্ন মহলত প্ৰতিক্ৰিয়াৰ সৃষ্টি হৈছে। কোনো কোনোৱে এই ৰায়ক অসম আৰক্ষীৰ তদন্তৰ বিপৰীত বুলি ব্যাখ্যা কৰিছে যদিও মুখ্যমন্ত্ৰীয়ে তেনে ধাৰণা সম্পূৰ্ণ ভুল বুলি উল্লেখ কৰে। তেওঁ কয় যে দুয়োখন দেশৰ আইনী প্ৰক্ৰিয়া বেলেগ আৰু প্ৰতিখন আদালতে নিজৰ এক্তিয়াৰৰ ভিতৰত ৰায় দিয়ে। অসমৰ আদালতত চলি থকা গোচৰটোৰ শুনানি অব্যাহত থাকিব আৰু ন্যায় নিশ্চিত কৰা হ'ব।	[15, 297, 560, 362]
headline-a6: ১২৬টা বিধানসভা সমষ্টিৰ	[149, 1472, 426, 1505]
body-b3-p2: লগতে চৰকাৰে কয় যে সকলো ৰাজ্যত পৰ্যাপ্ত পৰিমাণৰ ৰন্ধন গেছ যোগান ধৰিবলৈ প্ৰয়োজনীয় পদক্ষেপ লোৱা হৈছে। অসমৰ বাবেও অতিৰিক্ত যোগানৰ ব্যৱস্থা কৰা হৈছে।	[576, 710, 1020, 743]
headline-r2: কংগ্ৰেছৰ নেতৃত্বত হ'ব বিৰোধীৰ চৰকাৰ ঃ আমি যুঁজিম	[1057, 414, 1529, 470]
headline-b5: বৰপেটাৰ কংগ্ৰেছ প্ৰাৰ্থী মহানন্দ	[651, 860, 946, 889]
brand-name: অসমীয়া খবৰ	[36, 8, 178, 40]
body-r3-p2: অভিযোগ অনুসৰি ৰমাকান্ত দেউৰীয়ে ২০২১ চনৰ শপতনামাত তেওঁৰ পত্নীৰ নাম উল্লেখ কৰিছিল যদিও এইবাৰৰ শপতনামাত সেই তথ্য সলনি কৰা হৈছে। বিজেপিয়ে এই অভিযোগ সম্পূৰ্ণ ভিত্তিহীন বুলি উল্লেখ কৰিছে আৰু কৈছে যে বিৰোধী দলে পৰাজয়ৰ ভয়ত এনে মিছা অভিযোগ উত্থাপন কৰিছে। নিৰ্বাচন আয়োগে বিষয়টো পৰীক্ষা কৰি চোৱাৰ আশ্বাস দিছে।	[1036, 1097, 1550, 1163]
body-b5-p2: বৰপেটাৰ কংগ্ৰেছ কৰ্মীসকলে এই ঘটনাৰ প্ৰতিবাদত বিক্ষোভ প্ৰদৰ্শন কৰে। তেওঁলোকে নিৰ্বাচন আয়োগৰ ওচৰত নিৰপেক্ষ তদন্তৰ দাবী জনায়। জিলা প্ৰশাসনে পৰিস্থিতি নিয়ন্ত্ৰণত ৰাখিবলৈ অতিৰিক্ত সুৰক্ষা বাহিনী মোতায়েন কৰিছে।	[576, 998, 1020, 1047]
headline-b4: নিৰ্বাচন ঃ এক্সিট প'ল-মতামত সমীক্ষা	[576, 748, 1020, 785]
divider	[15, 1136, 560, 1138]
